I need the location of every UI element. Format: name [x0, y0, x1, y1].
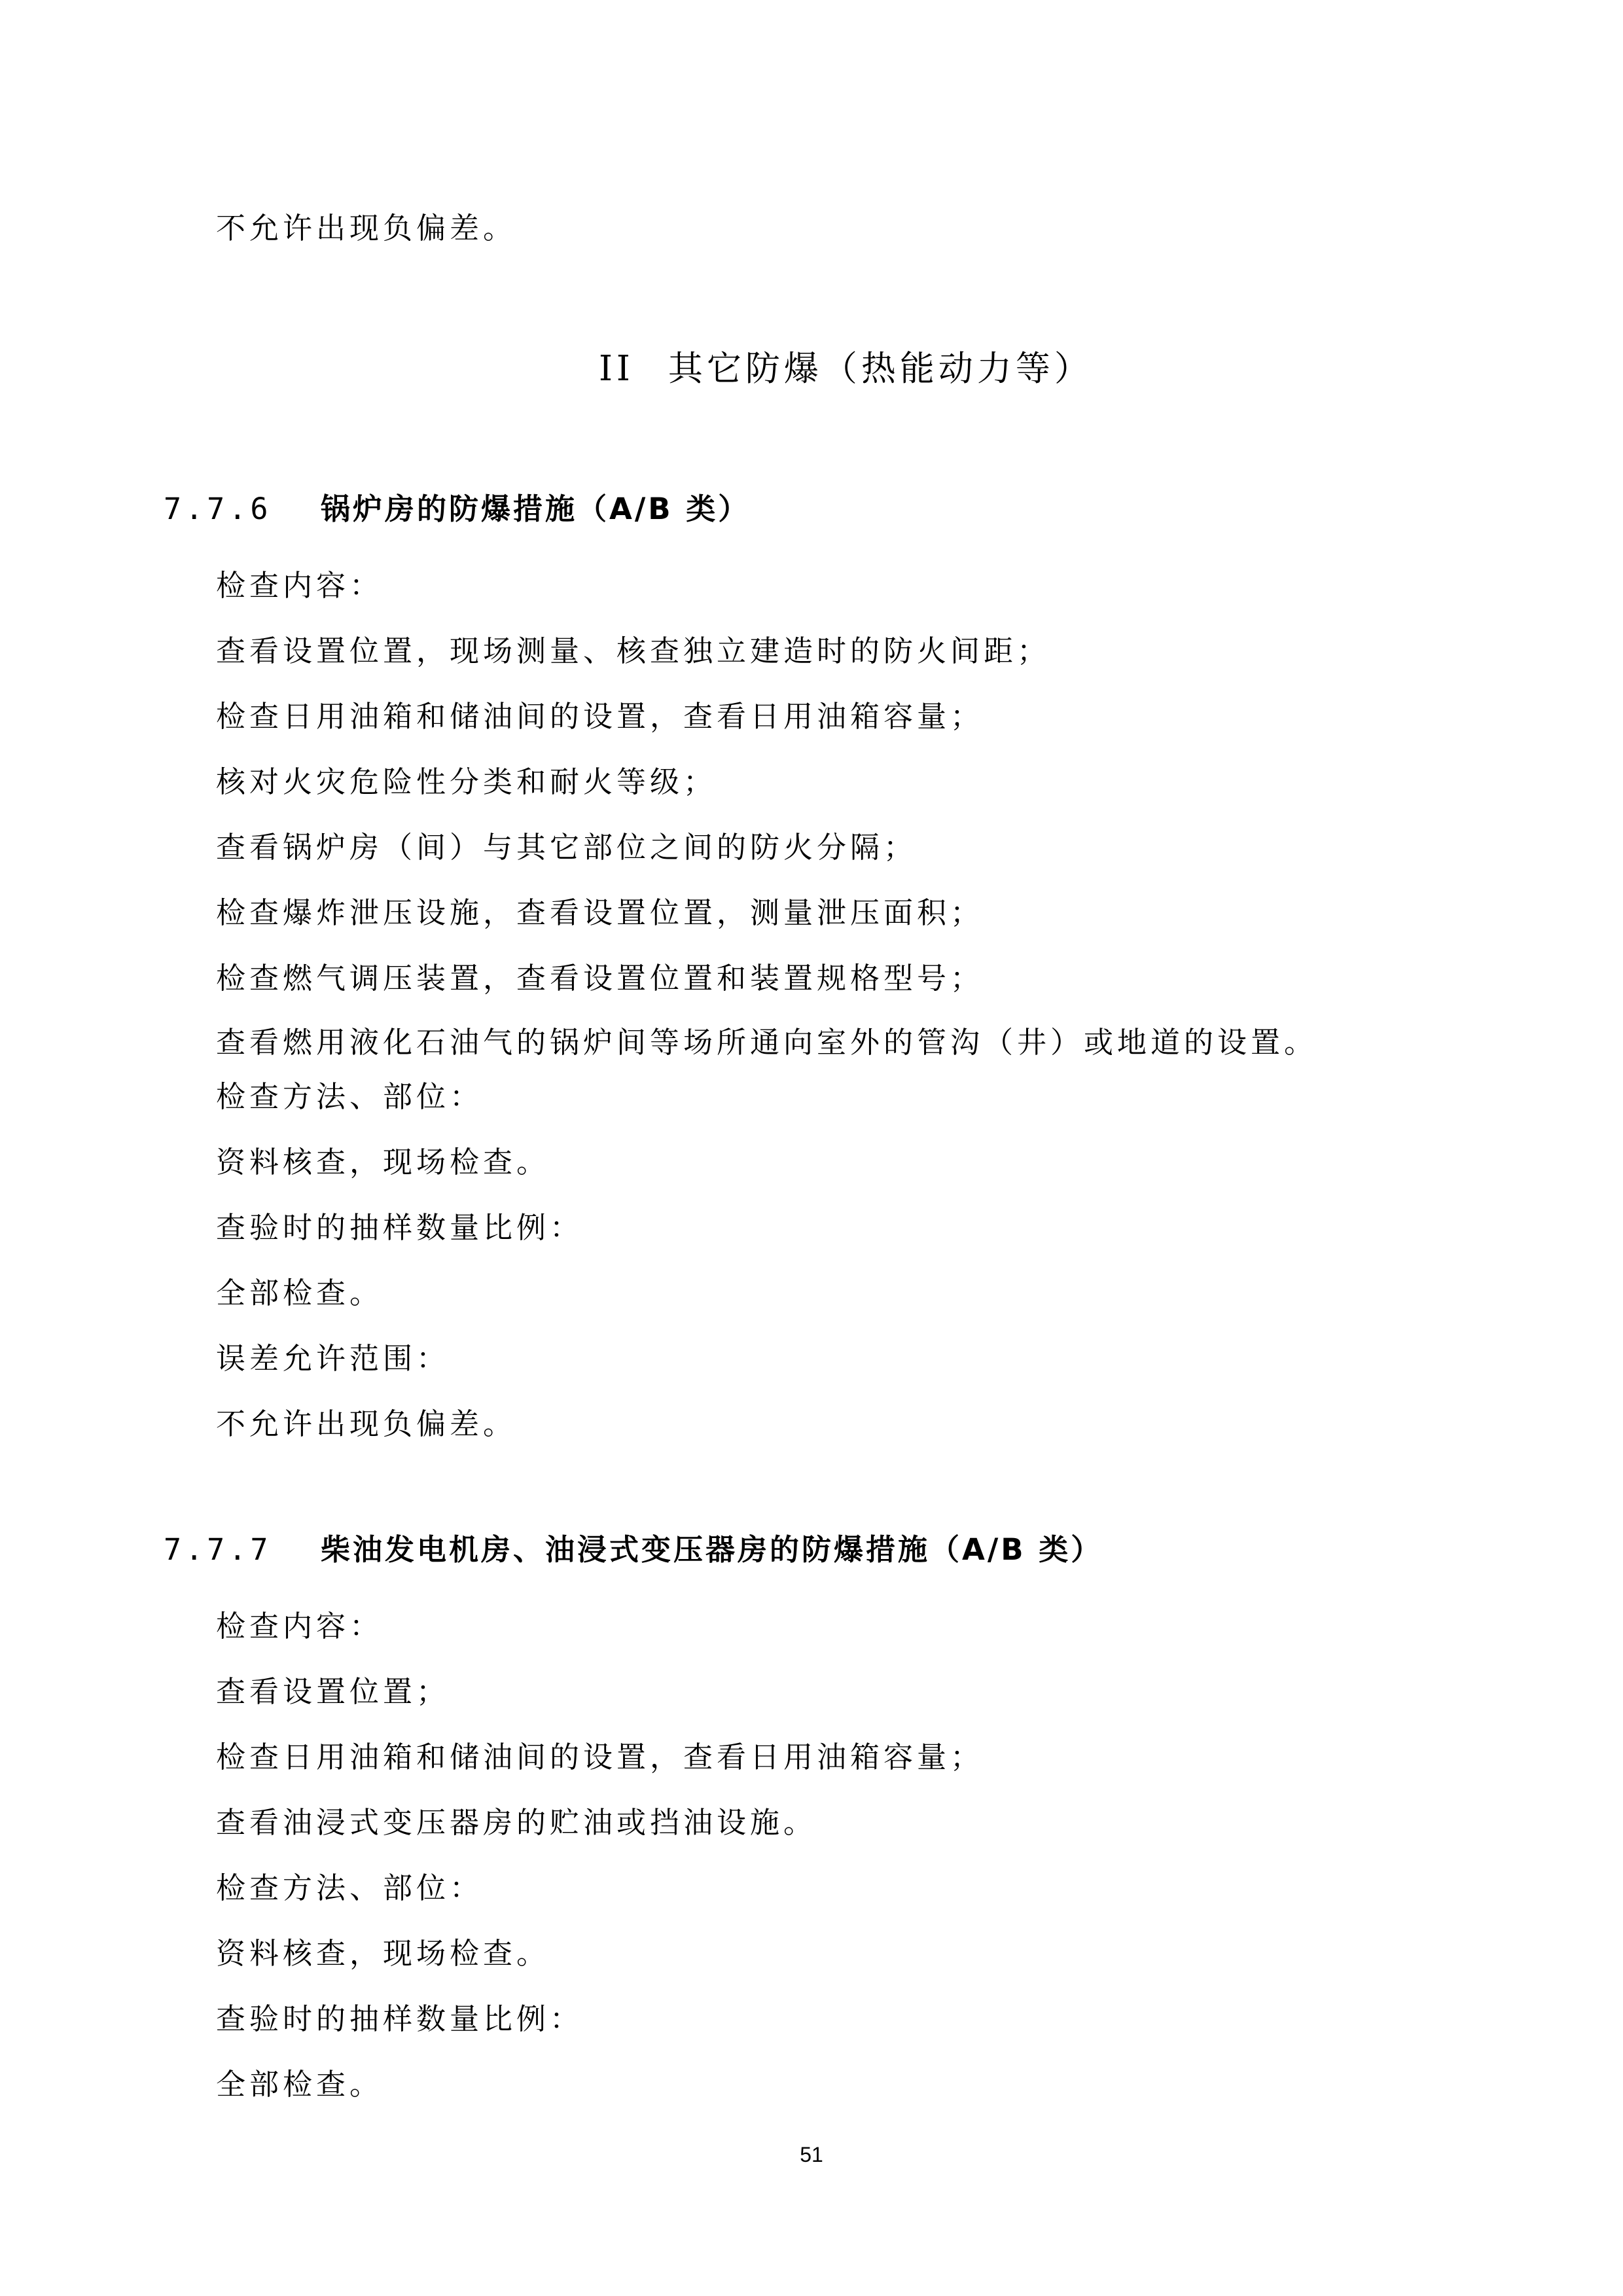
- paragraph-line: 查看设置位置，现场测量、核查独立建造时的防火间距；: [216, 634, 1051, 668]
- paragraph-line: 检查燃气调压装置，查看设置位置和装置规格型号；: [216, 961, 984, 996]
- paragraph-line: 检查方法、部位：: [216, 1871, 484, 1905]
- page-number: 51: [800, 2143, 823, 2166]
- paragraph-line: 检查方法、部位：: [216, 1079, 484, 1114]
- paragraph-line: 不允许出现负偏差。: [216, 211, 517, 245]
- subsection-heading-7-7-6: [164, 494, 750, 524]
- paragraph-line: 资料核查，现场检查。: [216, 1145, 550, 1179]
- subsection-number: 7.7.7: [164, 1532, 272, 1567]
- paragraph-line: 查验时的抽样数量比例：: [216, 1210, 584, 1245]
- section-heading: [599, 349, 1093, 389]
- paragraph-line: 检查内容：: [216, 568, 383, 603]
- section-numeral: II: [599, 349, 634, 389]
- paragraph-line: 全部检查。: [216, 2067, 383, 2102]
- paragraph-line: 全部检查。: [216, 1276, 383, 1310]
- paragraph-line: 检查爆炸泄压设施，查看设置位置，测量泄压面积；: [216, 895, 984, 930]
- subsection-title: 锅炉房的防爆措施（A/B 类）: [321, 492, 751, 526]
- section-title: 其它防爆（热能动力等）: [668, 349, 1093, 389]
- paragraph-line: 不允许出现负偏差。: [216, 1407, 517, 1441]
- paragraph-line: 查看油浸式变压器房的贮油或挡油设施。: [216, 1805, 817, 1840]
- paragraph-line: 查验时的抽样数量比例：: [216, 2001, 584, 2036]
- paragraph-line: 检查日用油箱和储油间的设置，查看日用油箱容量；: [216, 699, 984, 734]
- paragraph-line: 检查内容：: [216, 1609, 383, 1643]
- paragraph-line: 核对火灾危险性分类和耐火等级；: [216, 764, 717, 799]
- paragraph-line: 资料核查，现场检查。: [216, 1936, 550, 1971]
- subsection-heading-7-7-7: [164, 1532, 1103, 1567]
- subsection-number: 7.7.6: [164, 492, 272, 526]
- paragraph-line: 检查日用油箱和储油间的设置，查看日用油箱容量；: [216, 1740, 984, 1774]
- paragraph-line: 查看燃用液化石油气的锅炉间等场所通向室外的管沟（井）或地道的设置。: [216, 1025, 1318, 1060]
- paragraph-line: 查看设置位置；: [216, 1674, 450, 1709]
- paragraph-line: 误差允许范围：: [216, 1341, 450, 1376]
- paragraph-line: 查看锅炉房（间）与其它部位之间的防火分隔；: [216, 830, 918, 865]
- subsection-title: 柴油发电机房、油浸式变压器房的防爆措施（A/B 类）: [321, 1532, 1103, 1567]
